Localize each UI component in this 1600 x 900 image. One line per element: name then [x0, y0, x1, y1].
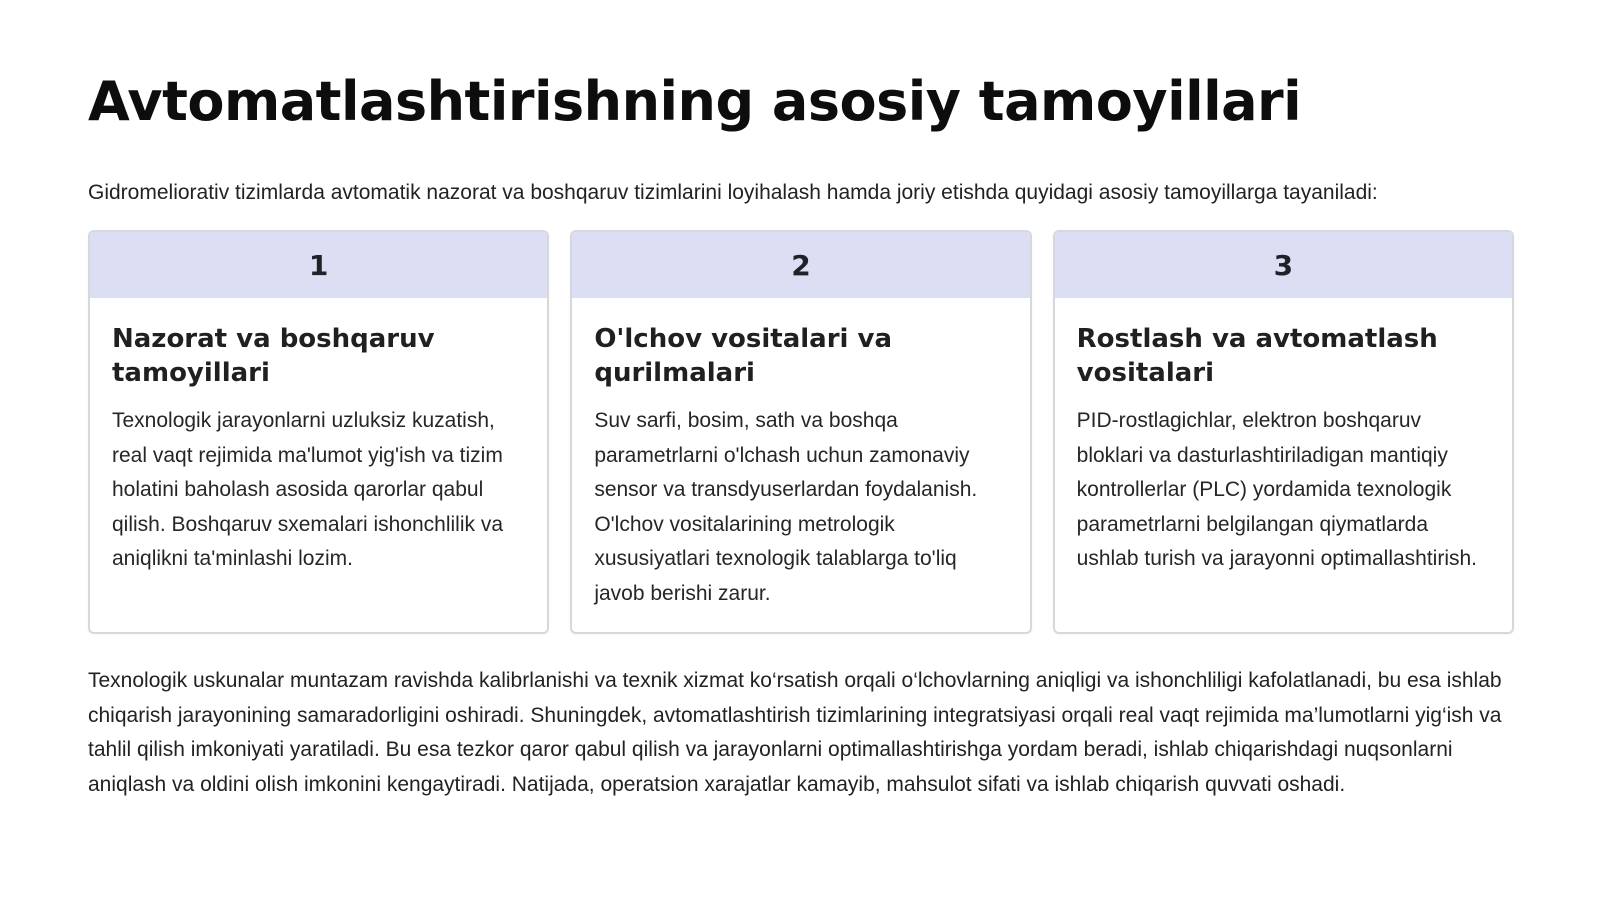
card-heading: Rostlash va avtomatlash vositalari — [1076, 324, 1438, 388]
card-heading: O'lchov vositalari va qurilmalari — [594, 324, 892, 388]
principle-card-1 — [88, 230, 549, 634]
card-text: Texnologik jarayonlarni uzluksiz kuzatish, real vaqt rejimida ma'lumot yig'ish va tizim holatini baholash asosida qarorlar qabul qilish. Boshqaruv sxemalari ishonchlilik va aniqlikni ta'minlashi lozim. — [112, 409, 504, 570]
card-heading: Nazorat va boshqaruv tamoyillari — [112, 324, 435, 388]
card-number: 3 — [1055, 232, 1512, 298]
card-body — [1055, 298, 1512, 577]
conclusion-paragraph: Texnologik uskunalar muntazam ravishda kalibrlanishi va texnik xizmat ko‘rsatish orqali o‘lchovlarning aniqligi va ishonchliligi kafolatlanadi, bu esa ishlab chiqarish jarayonining samaradorligini oshiradi. Shuningdek, avtomatlashtirish tizimlarining integratsiyasi orqali real vaqt rejimida ma’lumotlarni yig‘ish va tahlil qilish imkoniyati yaratiladi. Bu esa tezkor qaror qabul qilish va jarayonlarni optimallashtirishga yordam beradi, ishlab chiqarishdagi nuqsonlarni aniqlash va oldini olish imkonini kengaytiradi. Natijada, operatsion xarajatlar kamayib, mahsulot sifati va ishlab chiqarish quvvati oshadi. — [88, 669, 1502, 796]
principle-card-2 — [570, 230, 1031, 634]
principle-card-3 — [1053, 230, 1514, 634]
card-number: 2 — [572, 232, 1029, 298]
card-text: Suv sarfi, bosim, sath va boshqa parametrlarni o'lchash uchun zamonaviy sensor va transdyuserlardan foydalanish. O'lchov vositalarining metrologik xususiyatlari texnologik talablarga to'liq javob berishi zarur. — [594, 409, 978, 605]
card-body — [572, 298, 1029, 611]
card-number: 1 — [90, 232, 547, 298]
principle-cards — [88, 230, 1514, 634]
card-body — [90, 298, 547, 577]
intro-paragraph: Gidromeliorativ tizimlarda avtomatik nazorat va boshqaruv tizimlarini loyihalash hamda joriy etishda quyidagi asosiy tamoyillarga tayaniladi: — [88, 181, 1378, 204]
page-title: Avtomatlashtirishning asosiy tamoyillari — [88, 70, 1302, 133]
card-text: PID-rostlagichlar, elektron boshqaruv bloklari va dasturlashtiriladigan mantiqiy kontrollerlar (PLC) yordamida texnologik parametrlarni belgilangan qiymatlarda ushlab turish va jarayonni optimallashtirish. — [1076, 409, 1478, 570]
